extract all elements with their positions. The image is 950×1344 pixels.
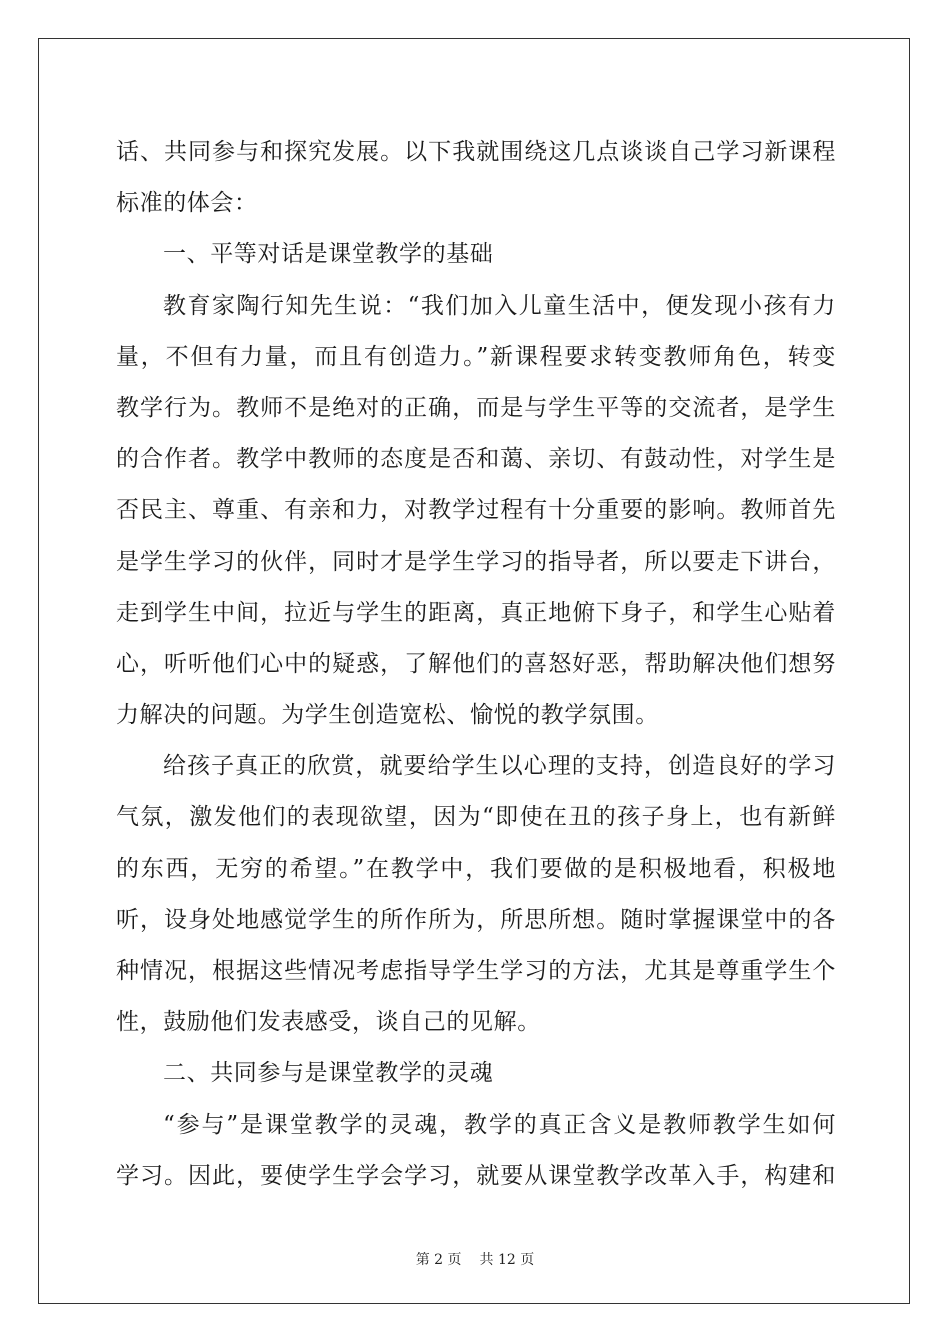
text-line: 性，鼓励他们发表感受，谈自己的见解。 xyxy=(116,1009,541,1036)
text-line: 学习。因此，要使学生学会学习，就要从课堂教学改革入手，构建和 xyxy=(116,1162,836,1189)
text-line: 力解决的问题。为学生创造宽松、愉悦的教学氛围。 xyxy=(116,702,659,729)
document-body xyxy=(116,127,836,1202)
text-line: 听，设身处地感觉学生的所作所为，所思所想。随时掌握课堂中的各 xyxy=(116,906,836,933)
section-heading: 一、平等对话是课堂教学的基础 xyxy=(163,241,494,268)
text-line: 的东西，无穷的希望。”在教学中，我们要做的是积极地看，积极地 xyxy=(116,855,836,882)
text-line: 教育家陶行知先生说：“我们加入儿童生活中，便发现小孩有力 xyxy=(163,292,836,319)
text-line: 标准的体会： xyxy=(116,190,258,217)
text-line: 走到学生中间，拉近与学生的距离，真正地俯下身子，和学生心贴着 xyxy=(116,599,836,626)
text-line: 种情况，根据这些情况考虑指导学生学习的方法，尤其是尊重学生个 xyxy=(116,958,836,984)
text-line: 给孩子真正的欣赏，就要给学生以心理的支持，创造良好的学习 xyxy=(163,753,836,780)
text-line: 的合作者。教学中教师的态度是否和蔼、亲切、有鼓动性，对学生是 xyxy=(116,446,836,473)
text-line: “参与”是课堂教学的灵魂，教学的真正含义是教师教学生如何 xyxy=(163,1111,836,1138)
text-line: 是学生学习的伙伴，同时才是学生学习的指导者，所以要走下讲台， xyxy=(116,548,836,575)
text-line: 量，不但有力量，而且有创造力。”新课程要求转变教师角色，转变 xyxy=(116,343,836,370)
text-line: 教学行为。教师不是绝对的正确，而是与学生平等的交流者，是学生 xyxy=(116,394,836,421)
text-line: 否民主、尊重、有亲和力，对教学过程有十分重要的影响。教师首先 xyxy=(116,497,836,524)
section-heading: 二、共同参与是课堂教学的灵魂 xyxy=(163,1060,494,1087)
text-line: 心，听听他们心中的疑惑，了解他们的喜怒好恶，帮助解决他们想努 xyxy=(116,650,836,677)
text-line: 气氛，激发他们的表现欲望，因为“即使在丑的孩子身上，也有新鲜 xyxy=(116,804,836,831)
page-number: 第 2 页 xyxy=(415,1252,462,1268)
text-line: 话、共同参与和探究发展。以下我就围绕这几点谈谈自己学习新课程 xyxy=(116,139,836,165)
page-total: 共 12 页 xyxy=(479,1252,535,1268)
page-footer xyxy=(0,1249,950,1269)
